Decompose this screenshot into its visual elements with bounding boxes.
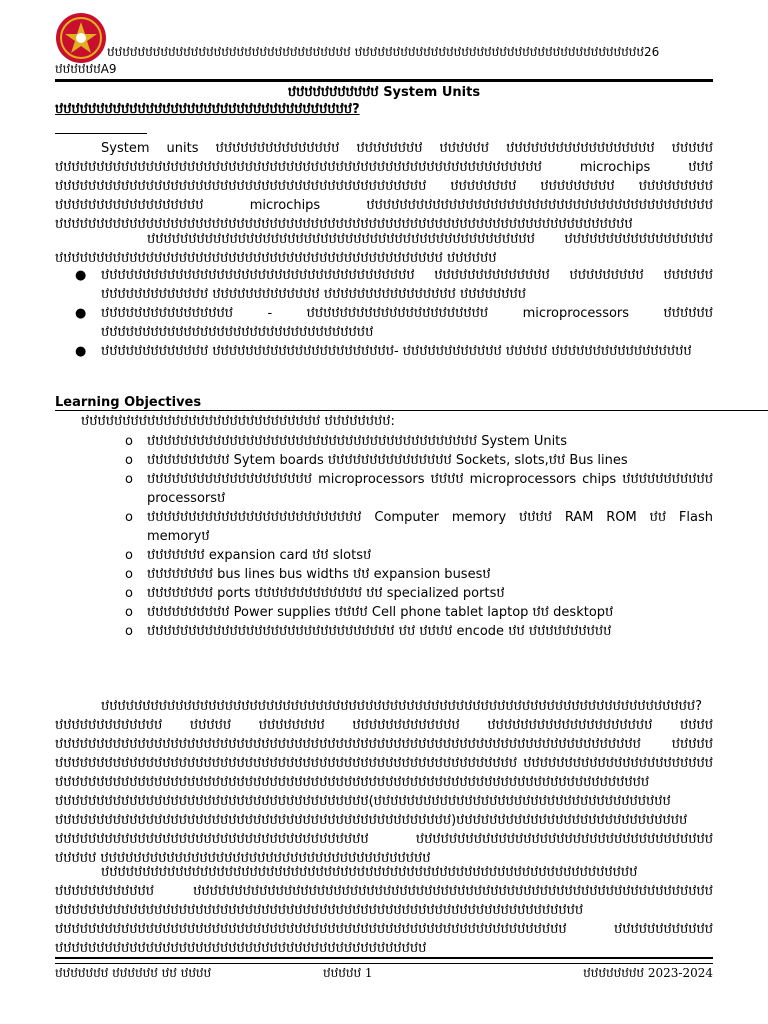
header-subtitle-line: ឋឋឋឋឋឋA9 <box>55 62 117 76</box>
body-paragraph: ឋឋឋឋឋឋឋឋឋឋឋឋឋឋឋឋឋឋឋឋឋឋឋឋឋឋឋឋឋឋឋឋឋឋឋឋឋឋឋឋឋឋឋឋឋឋឋឋឋឋឋឋឋឋឋឋឋឋឋឋឋឋឋឋឋ ឋឋឋឋឋឋឋឋឋឋឋឋ ឋឋឋឋឋឋឋឋឋឋឋឋឋឋឋឋឋឋឋឋឋឋឋឋឋឋឋឋឋឋឋឋឋឋឋឋឋឋឋឋឋឋឋឋឋឋឋឋឋឋឋឋឋឋឋឋឋឋឋឋឋឋឋ ឋឋឋឋឋឋឋឋឋឋឋឋឋឋឋឋឋឋឋឋឋឋឋឋឋឋឋឋឋឋឋឋឋឋឋឋឋឋឋឋឋឋឋឋឋឋឋឋឋឋឋឋឋឋឋឋឋឋឋឋឋឋឋឋ ឋឋឋឋឋឋឋឋឋឋឋឋឋឋឋឋឋឋឋឋឋឋឋឋឋឋឋឋឋឋឋឋឋឋឋឋឋឋឋឋឋឋឋឋឋឋឋឋឋឋឋឋឋឋឋឋឋឋឋឋឋឋ ឋឋឋឋឋឋឋឋឋឋឋឋ ឋឋឋឋឋឋឋឋឋឋឋឋឋឋឋឋឋឋឋឋឋឋឋឋឋឋឋឋឋឋឋឋឋឋឋឋឋឋឋឋឋឋឋឋឋ <box>55 865 713 956</box>
objective-item <box>55 565 713 584</box>
bullet-text: ឋឋឋឋឋឋឋឋឋឋឋឋឋឋឋឋ - ឋឋឋឋឋឋឋឋឋឋឋឋឋឋឋឋឋឋឋឋឋឋ microprocessors ឋឋឋឋឋឋ ឋឋឋឋឋឋឋឋឋឋឋឋឋឋឋឋឋឋឋឋឋឋឋឋឋឋឋឋឋឋឋឋឋ <box>101 306 713 340</box>
objective-text: ឋឋឋឋឋឋឋឋឋឋឋឋឋឋឋឋឋឋឋឋឋឋឋឋឋឋ Computer memory ឋឋឋឋ RAM ROM ឋឋ Flash memoryឋ <box>147 510 713 544</box>
objective-text: ឋឋឋឋឋឋឋឋ ports ឋឋឋឋឋឋឋឋឋឋឋឋឋ ឋឋ specialized portsឋ <box>147 586 505 601</box>
header-divider <box>55 79 713 82</box>
footer-divider <box>55 957 713 964</box>
bullet-dot-icon: ● <box>75 306 87 321</box>
footer-right-text: ឋឋឋឋឋឋឋឋ 2023-2024 <box>583 966 713 980</box>
objective-item <box>55 603 713 622</box>
bullet-item <box>55 266 713 304</box>
overview-paragraph: ឋឋឋឋឋឋឋឋឋឋឋឋឋឋឋឋឋឋឋឋឋឋឋឋឋឋឋឋឋឋឋឋឋឋឋឋឋឋឋឋឋឋឋឋឋឋឋ ឋឋឋឋឋឋឋឋឋឋឋឋឋឋឋឋឋឋ ឋឋឋឋឋឋឋឋឋឋឋឋឋឋឋឋឋឋឋឋឋឋឋឋឋឋឋឋឋឋឋឋឋឋឋឋឋឋឋឋឋឋឋឋឋឋឋ ឋឋឋឋឋឋ <box>55 232 713 266</box>
bullet-dot-icon: ● <box>75 344 87 359</box>
objective-item <box>55 508 713 546</box>
intro-paragraph: System units ឋឋឋឋឋឋឋឋឋឋឋឋឋឋឋ ឋឋឋឋឋឋឋឋ ឋឋឋឋឋឋ ឋឋឋឋឋឋឋឋឋឋឋឋឋឋឋឋឋឋ ឋឋឋឋឋ ឋឋឋឋឋឋឋឋឋឋឋឋឋឋឋឋឋឋឋឋឋឋឋឋឋឋឋឋឋឋឋឋឋឋឋឋឋឋឋឋឋឋឋឋឋឋឋឋឋឋឋឋឋឋឋឋឋឋឋ microchips ឋឋឋ ឋឋឋឋឋឋឋឋឋឋឋឋឋឋឋឋឋឋឋឋឋឋឋឋឋឋឋឋឋឋឋឋឋឋឋឋឋឋឋឋឋឋឋឋឋ ឋឋឋឋឋឋឋឋ ឋឋឋឋឋឋឋឋឋ ឋឋឋឋឋឋឋឋឋ ឋឋឋឋឋឋឋឋឋឋឋឋឋឋឋឋឋឋ microchips ឋឋឋឋឋឋឋឋឋឋឋឋឋឋឋឋឋឋឋឋឋឋឋឋឋឋឋឋឋឋឋឋឋឋឋឋឋឋឋឋឋឋ ឋឋឋឋឋឋឋឋឋឋឋឋឋឋឋឋឋឋឋឋឋឋឋឋឋឋឋឋឋឋឋឋឋឋឋឋឋឋឋឋឋឋឋឋឋឋឋឋឋឋឋឋឋឋឋឋឋឋឋឋឋឋឋឋឋឋឋឋឋឋ <box>55 141 713 232</box>
bullet-item <box>55 342 713 361</box>
footer-left-text: ឋឋឋឋឋឋឋ ឋឋឋឋឋឋ ឋឋ ឋឋឋឋ <box>55 966 212 980</box>
learning-objectives-heading: Learning Objectives <box>55 395 768 411</box>
bullet-list <box>55 266 713 361</box>
bullet-item <box>55 304 713 342</box>
circle-bullet-icon: o <box>125 548 133 563</box>
learning-objectives-intro: ឋឋឋឋឋឋឋឋឋឋឋឋឋឋឋឋឋឋឋឋឋឋឋឋឋឋឋឋឋ ឋឋឋឋឋឋឋឋ: <box>81 414 395 429</box>
circle-bullet-icon: o <box>125 453 133 468</box>
objective-item <box>55 622 713 641</box>
section-question: ឋឋឋឋឋឋឋឋឋឋឋឋឋឋឋឋឋឋឋឋឋឋឋឋឋឋឋឋឋឋឋឋឋឋឋឋ? <box>55 102 360 117</box>
objective-item <box>55 451 713 470</box>
objective-item <box>55 546 713 565</box>
objectives-list <box>55 432 713 641</box>
objective-text: ឋឋឋឋឋឋឋឋឋឋឋឋឋឋឋឋឋឋឋឋឋឋឋឋឋឋឋឋឋឋឋឋឋឋឋឋឋឋឋឋ System Units <box>147 434 568 449</box>
objective-text: ឋឋឋឋឋឋឋឋឋឋឋឋឋឋឋឋឋឋឋឋ microprocessors ឋឋឋឋ microprocessors chips ឋឋឋឋឋឋឋឋឋឋឋ processorsឋ <box>147 472 713 506</box>
header-title-line: ឋឋឋឋឋឋឋឋឋឋឋឋឋឋឋឋឋឋឋឋឋឋឋឋឋឋឋឋឋឋឋឋ ឋឋឋឋឋឋឋឋឋឋឋឋឋឋឋឋឋឋឋឋឋឋឋឋឋឋឋឋឋឋឋឋឋឋឋឋឋឋ26 <box>107 45 660 59</box>
question-underline <box>55 133 147 134</box>
objective-text: ឋឋឋឋឋឋឋឋឋឋឋឋឋឋឋឋឋឋឋឋឋឋឋឋឋឋឋឋឋឋ ឋឋ ឋឋឋឋ encode ឋឋ ឋឋឋឋឋឋឋឋឋឋ <box>147 624 612 639</box>
bullet-text: ឋឋឋឋឋឋឋឋឋឋឋឋឋឋឋឋឋឋឋឋឋឋឋឋឋឋឋឋឋឋឋឋឋឋឋឋឋឋ ឋឋឋឋឋឋឋឋឋឋឋឋឋឋ ឋឋឋឋឋឋឋឋឋ ឋឋឋឋឋឋ ឋឋឋឋឋឋឋឋឋឋឋឋឋ ឋឋឋឋឋឋឋឋឋឋឋឋឋ ឋឋឋឋឋឋឋឋឋឋឋឋឋឋឋឋ ឋឋឋឋឋឋឋឋ <box>101 268 713 302</box>
circle-bullet-icon: o <box>125 510 133 525</box>
circle-bullet-icon: o <box>125 586 133 601</box>
circle-bullet-icon: o <box>125 624 133 639</box>
bullet-dot-icon: ● <box>75 268 87 283</box>
bullet-text: ឋឋឋឋឋឋឋឋឋឋឋឋឋ ឋឋឋឋឋឋឋឋឋឋឋឋឋឋឋឋឋឋឋឋឋឋ- ឋឋឋឋឋឋឋឋឋឋឋឋ ឋឋឋឋឋ ឋឋឋឋឋឋឋឋឋឋឋឋឋឋឋឋឋ <box>101 344 692 359</box>
circle-bullet-icon: o <box>125 605 133 620</box>
body-paragraph: ឋឋឋឋឋឋឋឋឋឋឋឋឋឋឋឋឋឋឋឋឋឋឋឋឋឋឋឋឋឋឋឋឋឋឋឋឋឋឋឋឋឋឋឋឋឋឋឋឋឋឋឋឋឋឋឋឋឋឋឋឋឋឋឋឋឋឋឋឋឋឋឋ? ឋឋឋឋឋឋឋឋឋឋឋឋឋ ឋឋឋឋឋ ឋឋឋឋឋឋឋឋ ឋឋឋឋឋឋឋឋឋឋឋឋឋ ឋឋឋឋឋឋឋឋឋឋឋឋឋឋឋឋឋឋឋឋ ឋឋឋឋ ឋឋឋឋឋឋឋឋឋឋឋឋឋឋឋឋឋឋឋឋឋឋឋឋឋឋឋឋឋឋឋឋឋឋឋឋឋឋឋឋឋឋឋឋឋឋឋឋឋឋឋឋឋឋឋឋឋឋឋឋឋឋឋឋឋឋឋឋឋឋឋ ឋឋឋឋឋ ឋឋឋឋឋឋឋឋឋឋឋឋឋឋឋឋឋឋឋឋឋឋឋឋឋឋឋឋឋឋឋឋឋឋឋឋឋឋឋឋឋឋឋឋឋឋឋឋឋឋឋឋឋឋឋឋ ឋឋឋឋឋឋឋឋឋឋឋឋឋឋឋឋឋឋឋឋឋឋឋ ឋឋឋឋឋឋឋឋឋឋឋឋឋឋឋឋឋឋឋឋឋឋឋឋឋឋឋឋឋឋឋឋឋឋឋឋឋឋឋឋឋឋឋឋឋឋឋឋឋឋឋឋឋឋឋឋឋឋឋឋឋឋឋឋឋឋឋឋឋឋឋឋ ឋឋឋឋឋឋឋឋឋឋឋឋឋឋឋឋឋឋឋឋឋឋឋឋឋឋឋឋឋឋឋឋឋឋឋឋឋឋ(ឋឋឋឋឋឋឋឋឋឋឋឋឋឋឋឋឋឋឋឋឋឋឋឋឋឋឋឋឋឋឋឋឋឋឋឋ ឋឋឋឋឋឋឋឋឋឋឋឋឋឋឋឋឋឋឋឋឋឋឋឋឋឋឋឋឋឋឋឋឋឋឋឋឋឋឋឋឋឋឋឋឋឋឋឋ)ឋឋឋឋឋឋឋឋឋឋឋឋឋឋឋឋឋឋឋឋឋឋឋឋឋឋឋឋ ឋឋឋឋឋឋឋឋឋឋឋឋឋឋឋឋឋឋឋឋឋឋឋឋឋឋឋឋឋឋឋឋឋឋឋឋឋឋ ឋឋឋឋឋឋឋឋឋឋឋឋឋឋឋឋឋឋឋឋឋឋឋឋឋឋឋឋឋឋឋឋឋឋឋឋ ឋឋឋឋឋ ឋឋឋឋឋឋឋឋឋឋឋឋឋឋឋឋឋឋឋឋឋឋឋឋឋឋឋឋឋឋឋឋឋឋឋឋឋឋឋឋ <box>55 699 713 866</box>
objective-item <box>55 470 713 508</box>
footer-page-number: ឋឋឋឋឋ 1 <box>323 966 373 980</box>
chapter-title: ឋឋឋឋឋឋឋឋឋឋឋ System Units <box>287 85 481 100</box>
objective-text: ឋឋឋឋឋឋឋឋឋឋ Power supplies ឋឋឋឋ Cell phone tablet laptop ឋឋ desktopឋ <box>147 605 614 620</box>
document-page <box>55 0 713 1024</box>
emblem-logo <box>55 12 107 64</box>
objective-item <box>55 584 713 603</box>
objective-text: ឋឋឋឋឋឋឋឋឋឋ Sytem boards ឋឋឋឋឋឋឋឋឋឋឋឋឋឋឋ Sockets, slots,ឋឋ Bus lines <box>147 453 628 468</box>
objective-item <box>55 432 713 451</box>
objective-text: ឋឋឋឋឋឋឋឋ bus lines bus widths ឋឋ expansion busesឋ <box>147 567 491 582</box>
circle-bullet-icon: o <box>125 472 133 487</box>
objective-text: ឋឋឋឋឋឋឋ expansion card ឋឋ slotsឋ <box>147 548 372 563</box>
circle-bullet-icon: o <box>125 434 133 449</box>
circle-bullet-icon: o <box>125 567 133 582</box>
